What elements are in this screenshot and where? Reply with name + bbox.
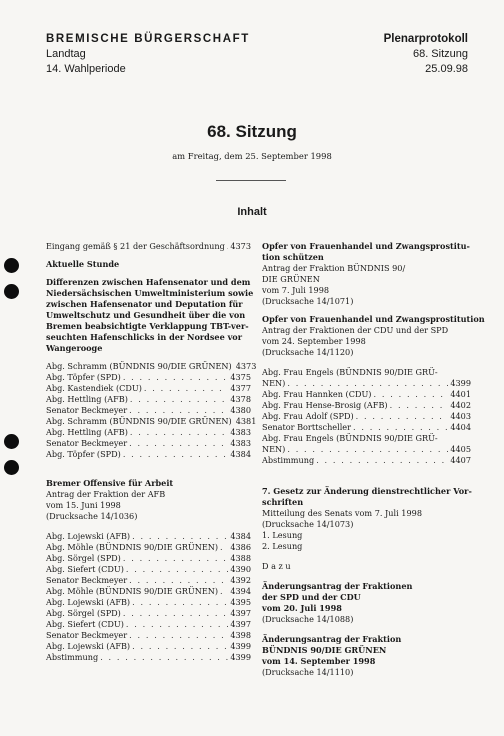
toc-entry [46,597,251,608]
reading-line: 1. Lesung [262,530,303,540]
toc-entry [262,400,471,411]
leader-dots [220,586,228,597]
leader-dots [123,608,228,619]
toc-entry [46,449,251,460]
motion-line: (Drucksache 14/1073) [262,519,354,529]
entry-label: Abg. Lojewski (AFB) [46,597,131,607]
entry-page: 4403 [450,411,471,421]
document-type: Plenarprotokoll [383,33,468,45]
leader-dots [144,383,228,394]
leader-dots [373,389,448,400]
topic-line: Umweltschutz und Gesundheit über die von [46,310,246,320]
amendment-heading: Änderungsantrag der Fraktionen [262,581,413,591]
leader-dots [130,427,228,438]
toc-entry [46,438,251,449]
toc-entry [46,641,251,652]
leader-dots [126,564,228,575]
contents-heading: Inhalt [237,206,267,218]
entry-page: 4398 [230,630,251,640]
entry-page: 4392 [230,575,251,585]
page-subtitle: am Freitag, dem 25. September 1998 [172,151,332,161]
entry-page: 4401 [450,389,471,399]
toc-entry [46,553,251,564]
page-title: 68. Sitzung [207,122,297,141]
toc-entry [262,378,471,389]
entry-label: Abg. Töpfer (SPD) [46,372,121,382]
motion-line: (Drucksache 14/1071) [262,296,354,306]
entry-label: Senator Beckmeyer [46,575,128,585]
entry-page: 4405 [450,444,471,454]
entry-label: Abg. Töpfer (SPD) [46,449,121,459]
toc-entry [46,405,251,416]
leader-dots [129,630,228,641]
section-heading: tion schützen [262,252,324,262]
punch-hole [4,284,19,299]
entry-label: Abg. Frau Engels (BÜNDNIS 90/DIE GRÜ- [262,367,438,377]
leader-dots [356,411,449,422]
dazu-label: D a z u [262,561,291,571]
toc-entry [46,383,251,394]
toc-entry [46,394,251,405]
entry-page: 4395 [230,597,251,607]
toc-entry [262,389,471,400]
amendment-heading: vom 20. Juli 1998 [262,603,342,613]
motion-line: (Drucksache 14/1120) [262,347,354,357]
toc-entry [46,241,251,252]
printed-matter: (Drucksache 14/1110) [262,667,354,677]
leader-dots [126,619,228,630]
entry-page: 4375 [230,372,251,382]
toc-entry [46,427,251,438]
toc-entry [46,564,251,575]
entry-page: 4397 [230,608,251,618]
topic-line: seuchten Hafenschlicks in der Nordsee vor [46,332,243,342]
organization-name: BREMISCHE BÜRGERSCHAFT [46,33,250,45]
entry-label: Abg. Sörgel (SPD) [46,553,121,563]
entry-label: Abg. Sörgel (SPD) [46,608,121,618]
motion-line: vom 15. Juni 1998 [46,500,121,510]
entry-label: Abg. Möhle (BÜNDNIS 90/DIE GRÜNEN) [46,542,219,552]
leader-dots [129,575,228,586]
toc-entry [262,411,471,422]
toc-entry [262,444,471,455]
entry-page: 4373 [230,241,251,251]
entry-label: Abg. Kastendiek (CDU) [46,383,142,393]
toc-entry [262,422,471,433]
entry-label: Abg. Siefert (CDU) [46,619,124,629]
entry-label: Abg. Schramm (BÜNDNIS 90/DIE GRÜNEN) [46,416,232,426]
entry-label: Abg. Frau Engels (BÜNDNIS 90/DIE GRÜ- [262,433,438,443]
leader-dots [123,449,229,460]
amendment-heading: vom 14. September 1998 [262,656,376,666]
motion-line: (Drucksache 14/1036) [46,511,138,521]
leader-dots [390,400,449,411]
header-left [46,32,250,77]
toc-entry [46,586,251,597]
entry-page: 4377 [230,383,251,393]
section-heading: Bremer Offensive für Arbeit [46,478,174,488]
entry-label: Senator Beckmeyer [46,630,128,640]
entry-label: Abg. Hettling (AFB) [46,394,128,404]
leader-dots [287,444,448,455]
entry-page: 4378 [230,394,251,404]
toc-entry [46,361,257,372]
electoral-period: 14. Wahlperiode [46,63,126,75]
session-date: 25.09.98 [425,63,468,75]
toc-entry [46,619,251,630]
leader-dots [132,531,228,542]
entry-page: 4373 [235,361,257,371]
entry-page: 4407 [450,455,471,465]
motion-line: vom 24. September 1998 [262,336,366,346]
entry-page: 4404 [450,422,471,432]
entry-page: 4383 [230,438,251,448]
entry-label: Senator Borttscheller [262,422,352,432]
entry-label: Senator Beckmeyer [46,438,128,448]
leader-dots [100,652,228,663]
entry-page: 4386 [230,542,251,552]
entry-page: 4384 [230,449,251,459]
entry-page: 4388 [230,553,251,563]
section-heading: Opfer von Frauenhandel und Zwangsprostitution [262,314,485,324]
entry-label: Abg. Siefert (CDU) [46,564,124,574]
entry-label: Abg. Hettling (AFB) [46,427,128,437]
topic-line: Niedersächsischen Umweltministerium sowie [46,288,254,298]
entry-page: 4399 [230,652,251,662]
header-right [384,32,468,77]
entry-label: Abg. Lojewski (AFB) [46,531,131,541]
entry-label: Abg. Frau Hannken (CDU) [262,389,372,399]
amendment-heading: BÜNDNIS 90/DIE GRÜNEN [262,645,387,655]
entry-page: 4383 [230,427,251,437]
session-number: 68. Sitzung [412,48,468,60]
section-heading: Aktuelle Stunde [46,259,120,269]
toc-left-column [46,241,257,663]
leader-dots [129,438,228,449]
toc-right-column [262,241,485,678]
entry-page: 4390 [230,564,251,574]
motion-line: DIE GRÜNEN [262,274,320,284]
entry-page: 4380 [230,405,251,415]
leader-dots [129,405,228,416]
topic-line: Bremen beabsichtigte Verklappung TBT-ver- [46,321,249,331]
leader-dots [132,597,228,608]
entry-page: 4399 [450,378,471,388]
leader-dots [220,542,228,553]
entry-page: 4384 [230,531,251,541]
entry-label: Abg. Frau Hense-Brosig (AFB) [262,400,388,410]
toc-entry [46,372,251,383]
entry-label: NEN) [262,444,286,454]
section-heading: schriften [262,497,304,507]
entry-page: 4397 [230,619,251,629]
entry-label: Abg. Schramm (BÜNDNIS 90/DIE GRÜNEN) [46,361,232,371]
punch-hole [4,258,19,273]
punch-hole [4,434,19,449]
entry-page: 4402 [450,400,471,410]
leader-dots [123,372,229,383]
entry-label: Eingang gemäß § 21 der Geschäftsordnung [46,241,225,251]
leader-dots [130,394,228,405]
leader-dots [316,455,448,466]
toc-entry [46,630,251,641]
toc-entry [46,416,257,427]
entry-page: 4399 [230,641,251,651]
amendment-heading: Änderungsantrag der Fraktion [262,634,402,644]
toc-entry [262,455,471,466]
divider [216,180,286,181]
entry-label: Abg. Frau Adolf (SPD) [262,411,354,421]
entry-page: 4394 [230,586,251,596]
reading-line: 2. Lesung [262,541,303,551]
motion-line: vom 7. Juli 1998 [262,285,330,295]
topic-line: Wangerooge [46,343,103,353]
entry-page: 4381 [235,416,257,426]
entry-label: Abg. Möhle (BÜNDNIS 90/DIE GRÜNEN) [46,586,219,596]
leader-dots [123,553,228,564]
section-heading: 7. Gesetz zur Änderung dienstrechtlicher Vor- [262,486,472,496]
body-name: Landtag [46,48,86,60]
leader-dots [287,378,448,389]
topic-line: Differenzen zwischen Hafensenator und dem [46,277,251,287]
motion-line: Antrag der Fraktionen der CDU und der SPD [262,325,449,335]
section-heading: Opfer von Frauenhandel und Zwangsprostitu- [262,241,470,251]
motion-line: Antrag der Fraktion BÜNDNIS 90/ [262,263,406,273]
punch-hole [4,460,19,475]
toc-entry [46,608,251,619]
leader-dots [227,241,228,252]
leader-dots [132,641,228,652]
entry-label: Abstimmung [262,455,315,465]
motion-line: Mitteilung des Senats vom 7. Juli 1998 [262,508,422,518]
entry-label: NEN) [262,378,286,388]
toc-entry [46,542,251,553]
topic-line: zwischen Hafensenator und Deputation für [46,299,243,309]
toc-entry [46,652,251,663]
motion-line: Antrag der Fraktion der AFB [46,489,166,499]
amendment-heading: der SPD und der CDU [262,592,361,602]
leader-dots [353,422,448,433]
entry-label: Abstimmung [46,652,99,662]
entry-label: Abg. Lojewski (AFB) [46,641,131,651]
printed-matter: (Drucksache 14/1088) [262,614,354,624]
toc-entry [46,531,251,542]
toc-entry [46,575,251,586]
entry-label: Senator Beckmeyer [46,405,128,415]
